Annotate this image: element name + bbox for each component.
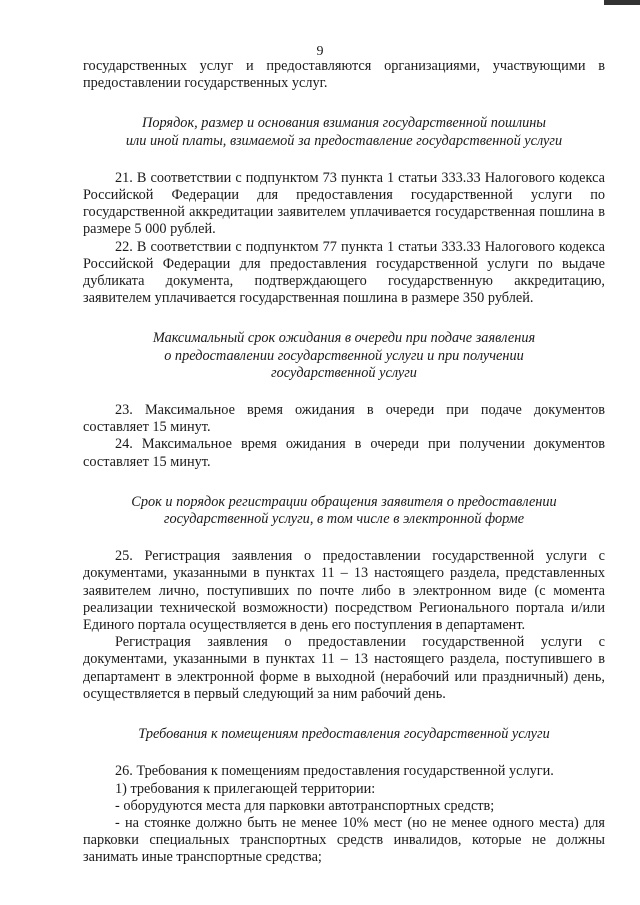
section-heading bbox=[83, 330, 605, 382]
paragraph: - на стоянке должно быть не менее 10% мест (но не менее одного места) для парковки специальных транспортных средств инвалидов, которые не должны занимать иные транспортные средства; bbox=[83, 814, 605, 866]
paragraph: государственных услуг и предоставляются организациями, участвующими в предоставлении государственных услуг. bbox=[83, 58, 605, 92]
paragraph: 24. Максимальное время ожидания в очереди при получении документов составляет 15 минут. bbox=[83, 436, 605, 470]
document-body bbox=[83, 58, 605, 867]
section-heading bbox=[83, 726, 605, 743]
page-number: 9 bbox=[316, 44, 324, 59]
paragraph: 21. В соответствии с подпунктом 73 пункта 1 статьи 333.33 Налогового кодекса Российской Федерации для предоставления государственной услуги по государственной аккредитации заявителем уплачивается государственная пошлина в размере 5 000 рублей. bbox=[83, 169, 605, 238]
paragraph: - оборудуются места для парковки автотранспортных средств; bbox=[115, 797, 495, 814]
paragraph: 22. В соответствии с подпунктом 77 пункта 1 статьи 333.33 Налогового кодекса Российской Федерации для предоставления государственной услуги по выдаче дубликата документа, подтверждающего государственную аккредитацию, заявителем уплачивается государственная пошлина в размере 350 рублей. bbox=[83, 238, 605, 307]
paragraph: 23. Максимальное время ожидания в очереди при подаче документов составляет 15 минут. bbox=[83, 402, 605, 436]
section-heading-line: государственной услуги, в том числе в электронной форме bbox=[163, 511, 525, 528]
corner-mark bbox=[604, 0, 640, 5]
section-heading-line: Максимальный срок ожидания в очереди при подаче заявления bbox=[152, 330, 536, 347]
section-heading-line: или иной платы, взимаемой за предоставление государственной услуги bbox=[125, 132, 563, 149]
section-heading-line: о предоставлении государственной услуги и при получении bbox=[164, 347, 524, 364]
section-heading-line: Требования к помещениям предоставления государственной услуги bbox=[138, 726, 550, 743]
paragraph: Регистрация заявления о предоставлении государственной услуги с документами, указанными в пунктах 11 – 13 настоящего раздела, поступившего в департамент в электронной форме в выходной (нерабочий или праздничный) день, осуществляется в первый следующий за ним рабочий день. bbox=[83, 634, 605, 702]
section-heading bbox=[83, 494, 605, 528]
paragraph: 1) требования к прилегающей территории: bbox=[115, 780, 376, 797]
section-heading-line: государственной услуги bbox=[271, 364, 417, 381]
section-heading bbox=[83, 115, 605, 149]
section-heading-line: Срок и порядок регистрации обращения заявителя о предоставлении bbox=[131, 493, 557, 510]
paragraph: 26. Требования к помещениям предоставления государственной услуги. bbox=[115, 763, 554, 780]
section-heading-line: Порядок, размер и основания взимания государственной пошлины bbox=[142, 115, 546, 132]
paragraph: 25. Регистрация заявления о предоставлении государственной услуги с документами, указанными в пунктах 11 – 13 настоящего раздела, представленных заявителем лично, поступивших по почте либо в электронном виде (с момента реализации технической возможности) посредством Регионального портала и/или Единого портала осуществляется в день его поступления в департамент. bbox=[83, 548, 605, 634]
